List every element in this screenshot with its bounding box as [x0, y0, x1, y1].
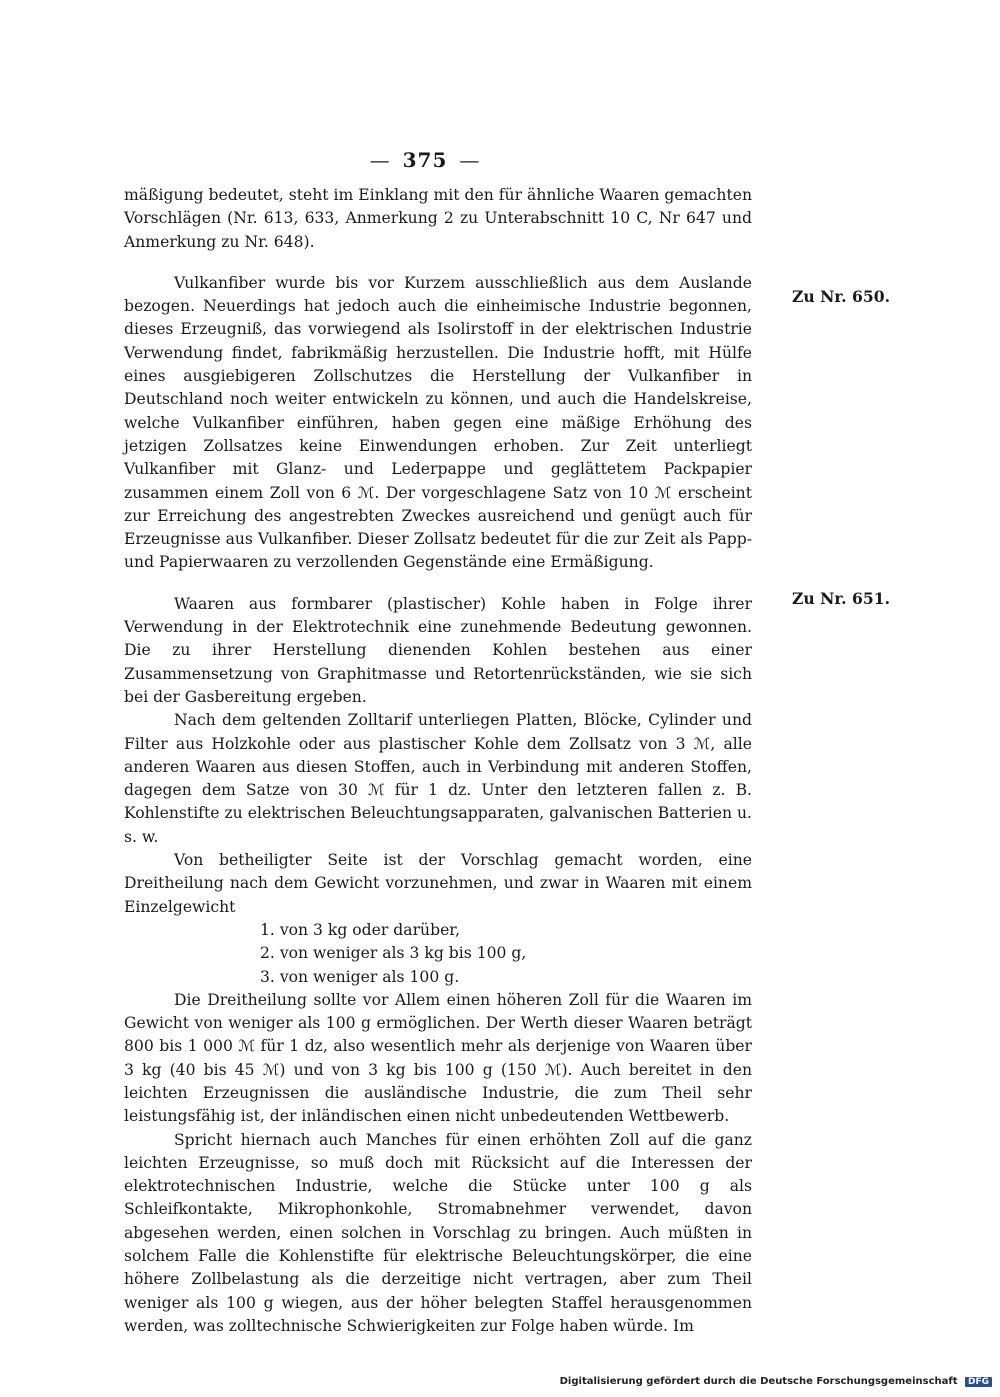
section-651-paragraph-1: Waaren aus formbarer (plastischer) Kohle haben in Folge ihrer Verwendung in der Elektrotechnik eine zunehmende Bedeutung gewonnen. Die zu ihrer Herstellung dienenden Kohlen bestehen aus einer Zusammensetzung von Graphitmasse und Retortenrückständen, wie sie sich bei der Gasbereitung ergeben.: [124, 594, 752, 706]
section-651-paragraph-5: Spricht hiernach auch Manches für einen erhöhten Zoll auf die ganz leichten Erzeugnisse, so muß doch mit Rücksicht auf die Interessen der elektrotechnischen Industrie, welche die Stücke unter 100 g als Schleifkontakte, Mikrophonkohle, Stromabnehmer verwendet, davon abgesehen werden, einen solchen in Vorschlag zu bringen. Auch müßten in solchem Falle die Kohlenstifte für elektrische Beleuchtungskörper, die eine höhere Zollbelastung als die derzeitige nicht vertragen, aber zum Theil weniger als 100 g wiegen, aus der höher belegten Staffel herausgenommen werden, was zolltechnische Schwierigkeiten zur Folge haben würde. Im: [124, 1130, 752, 1335]
margin-ref-651: Zu Nr. 651.: [792, 589, 891, 608]
dfg-logo: DFG: [965, 1377, 992, 1387]
section-651-paragraph-3: Von betheiligter Seite ist der Vorschlag gemacht worden, eine Dreitheilung nach dem Gewicht vorzunehmen, und zwar in Waaren mit einem Einzelgewicht: [124, 851, 752, 916]
main-text: [124, 184, 752, 1338]
list-item: 3. von weniger als 100 g.: [260, 967, 460, 986]
page-number: — 375 —: [369, 148, 481, 172]
list-item: 2. von weniger als 3 kg bis 100 g,: [260, 944, 527, 963]
section-651-paragraph-2: Nach dem geltenden Zolltarif unterliegen Platten, Blöcke, Cylinder und Filter aus Holzkohle oder aus plastischer Kohle dem Zollsatz von 3 ℳ, alle anderen Waaren aus diesen Stoffen, auch in Verbindung mit anderen Stoffen, dagegen dem Satze von 30 ℳ für 1 dz. Unter den letzteren fallen z. B. Kohlenstifte zu elektrischen Beleuchtungsapparaten, galvanischen Batterien u. s. w.: [124, 711, 752, 846]
page-number-value: 375: [402, 148, 448, 172]
digitization-footer: [560, 1376, 992, 1387]
section-650: [124, 272, 752, 575]
footer-text: Digitalisierung gefördert durch die Deutsche Forschungsgemeinschaft: [559, 1376, 958, 1387]
margin-ref-650: Zu Nr. 650.: [792, 287, 891, 306]
weight-class-list: [124, 919, 752, 989]
section-651: [124, 593, 752, 1339]
section-651-paragraph-4: Die Dreitheilung sollte vor Allem einen höheren Zoll für die Waaren im Gewicht von weniger als 100 g ermöglichen. Der Werth dieser Waaren beträgt 800 bis 1 000 ℳ für 1 dz, also wesentlich mehr als derjenige von Waaren über 3 kg (40 bis 45 ℳ) und von 3 kg bis 100 g (150 ℳ). Auch bereitet in den leichten Erzeugnissen die ausländische Industrie, die zum Theil sehr leistungsfähig ist, der inländischen einen nicht unbedeutenden Wettbewerb.: [124, 990, 752, 1126]
intro-paragraph: mäßigung bedeutet, steht im Einklang mit den für ähnliche Waaren gemachten Vorschlägen (Nr. 613, 633, Anmerkung 2 zu Unterabschnitt 10 C, Nr 647 und Anmerkung zu Nr. 648).: [124, 186, 752, 251]
section-650-paragraph: Vulkanfiber wurde bis vor Kurzem ausschließlich aus dem Auslande bezogen. Neuerdings hat jedoch auch die einheimische Industrie begonnen, dieses Erzeugniß, das vorwiegend als Isolirstoff in der elektrischen Industrie Verwendung findet, fabrikmäßig herzustellen. Die Industrie hofft, mit Hülfe eines ausgiebigeren Zollschutzes die Herstellung der Vulkanfiber in Deutschland noch weiter entwickeln zu können, und auch die Handelskreise, welche Vulkanfiber einführen, haben gegen eine mäßige Erhöhung des jetzigen Zollsatzes keine Einwendungen erhoben. Zur Zeit unterliegt Vulkanfiber mit Glanz- und Lederpappe und geglättetem Packpapier zusammen einem Zoll von 6 ℳ. Der vorgeschlagene Satz von 10 ℳ erscheint zur Erreichung des angestrebten Zweckes ausreichend und genügt auch für Erzeugnisse aus Vulkanfiber. Dieser Zollsatz bedeutet für die zur Zeit als Papp- und Papierwaaren zu verzollenden Gegenstände eine Ermäßigung.: [124, 273, 752, 572]
list-item: 1. von 3 kg oder darüber,: [260, 920, 460, 939]
